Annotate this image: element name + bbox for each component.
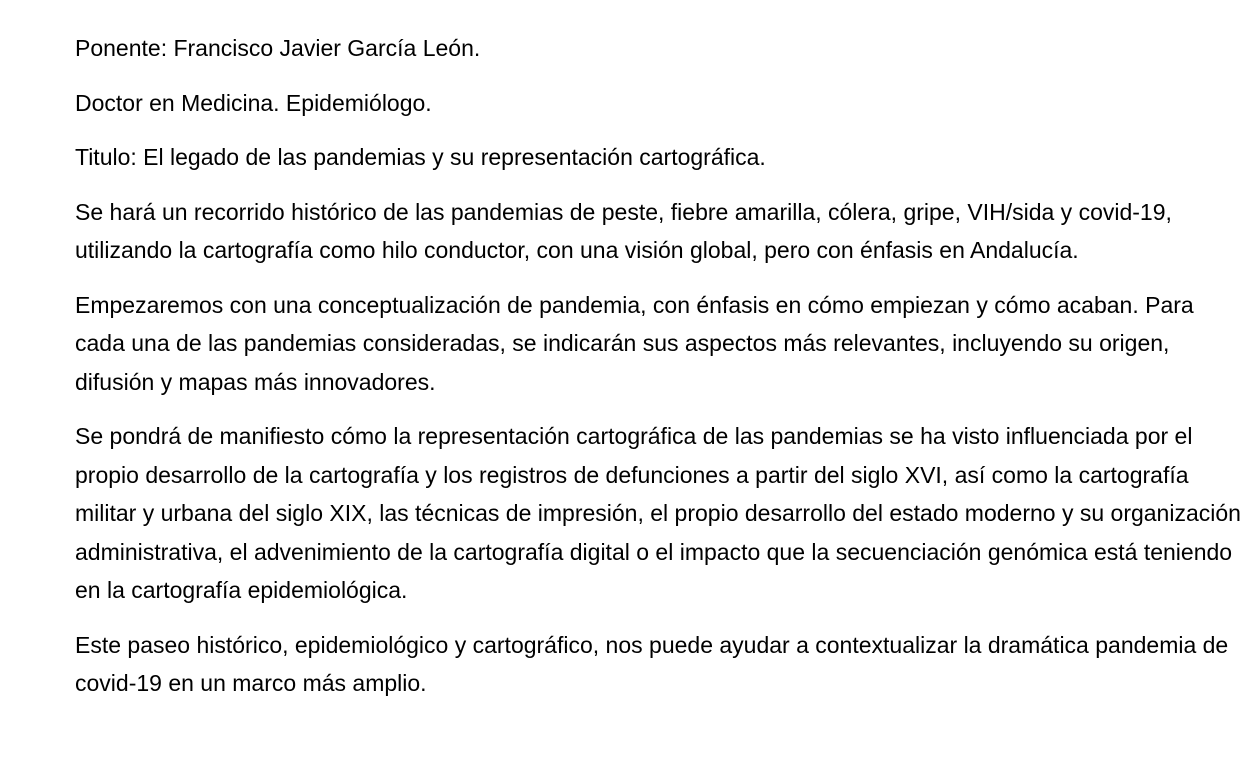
paragraph-concept: Empezaremos con una conceptualización de pandemia, con énfasis en cómo empiezan y cómo acaban. Para cada una de las pandemias consideradas, se indicarán sus aspectos más relevantes, incluyendo su origen, difusión y mapas más innovadores. [75, 291, 1194, 395]
paragraph-overview: Se hará un recorrido histórico de las pandemias de peste, fiebre amarilla, cólera, gripe, VIH/sida y covid-19, utilizando la cartografía como hilo conductor, con una visión global, pero con énfasis en Andalucía. [75, 198, 1172, 263]
paragraph-cartography: Se pondrá de manifiesto cómo la representación cartográfica de las pandemias se ha visto influenciada por el propio desarrollo de la cartografía y los registros de defunciones a partir del siglo XVI, así como la cartografía militar y urbana del siglo XIX, las técnicas de impresión, el propio desarrollo del estado moderno y su organización administrativa, el advenimiento de la cartografía digital o el impacto que la secuenciación genómica está teniendo en la cartografía epidemiológica. [75, 423, 1241, 603]
speaker-line: Ponente: Francisco Javier García León. [75, 35, 481, 61]
document-body [75, 29, 1241, 719]
paragraph-conclusion: Este paseo histórico, epidemiológico y cartográfico, nos puede ayudar a contextualizar la dramática pandemia de covid-19 en un marco más amplio. [75, 631, 1229, 696]
title-line: Titulo: El legado de las pandemias y su representación cartográfica. [75, 144, 766, 170]
credentials-line: Doctor en Medicina. Epidemiólogo. [75, 89, 432, 116]
